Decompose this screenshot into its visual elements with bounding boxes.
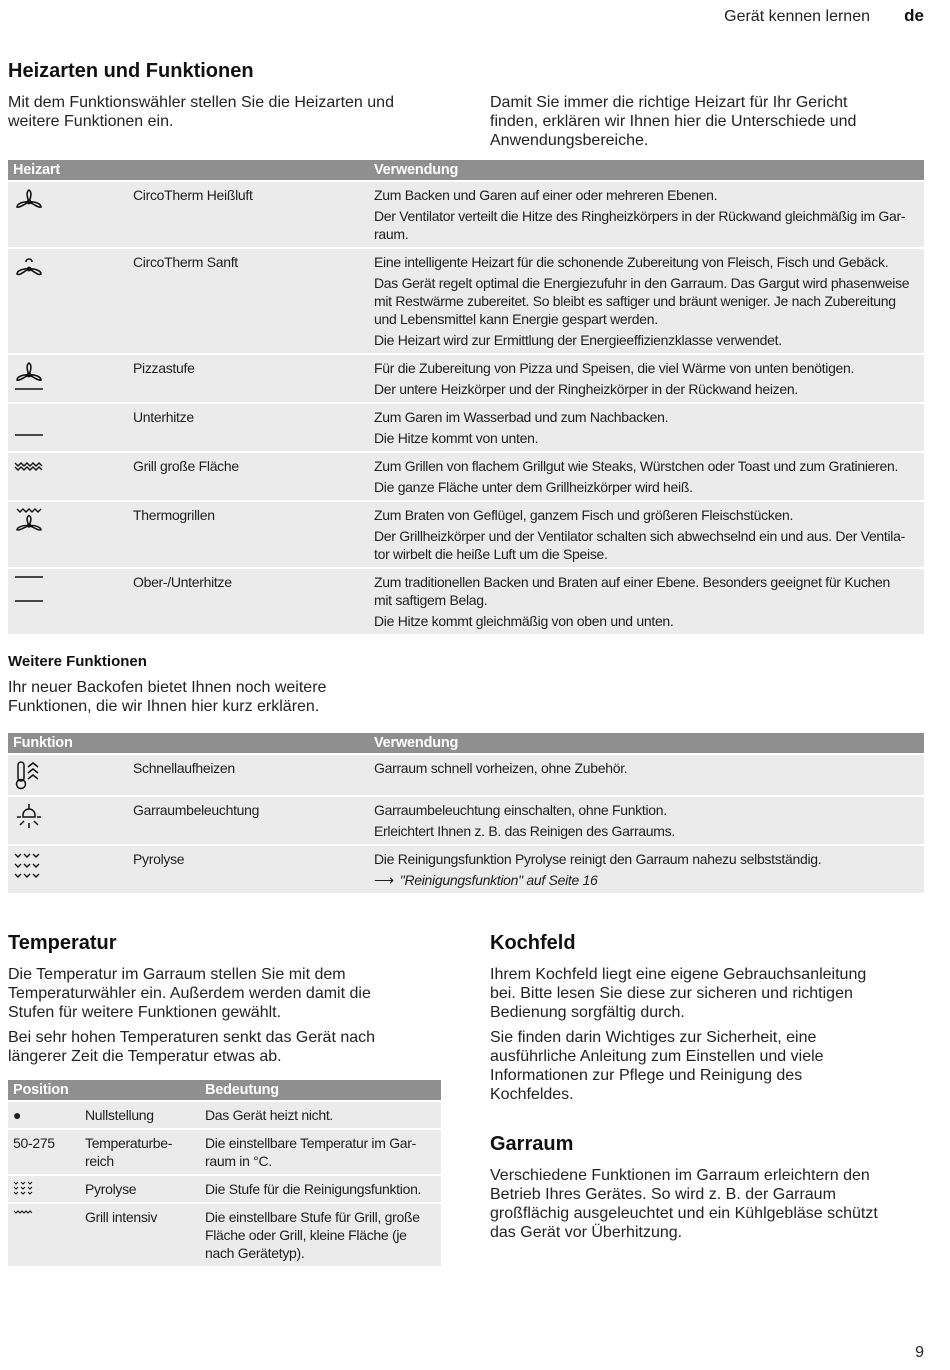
table-row xyxy=(8,248,924,354)
kochfeld-paragraph-1: Ihrem Kochfeld liegt eine eigene Gebrauchsanleitung bei. Bitte lesen Sie diese zur sicheren und richtigen Bedienung sorgfältig durch. xyxy=(490,966,867,1021)
usage-line: Der Ventilator verteilt die Hitze des Ringheizkörpers in der Rückwand gleichmäßig im Gar- raum. xyxy=(374,208,906,242)
table-row xyxy=(8,403,924,452)
position-meaning: Die einstellbare Temperatur im Gar- raum in °C. xyxy=(200,1129,441,1175)
row-usage xyxy=(369,845,924,893)
usage-line: Eine intelligente Heizart für die schonende Zubereitung von Fleisch, Fisch und Gebäck. xyxy=(374,254,889,270)
kochfeld-paragraph-2: Sie finden darin Wichtiges zur Sicherheit, eine ausführliche Anleitung zum Einstellen und viele Informationen zur Pflege und Reinigung des Kochfeldes. xyxy=(490,1029,824,1103)
position-meaning: Das Gerät heizt nicht. xyxy=(200,1101,441,1129)
row-name: CircoTherm Heißluft xyxy=(128,181,369,248)
cross-reference[interactable] xyxy=(374,871,919,889)
arrow-right-icon: ⟶ xyxy=(374,872,394,888)
position-cell xyxy=(8,1129,80,1175)
usage-line: Für die Zubereitung von Pizza und Speisen, die viel Wärme von unten benötigen. xyxy=(374,360,855,376)
subsection-title-weitere: Weitere Funktionen xyxy=(8,653,147,670)
table-row xyxy=(8,181,924,248)
row-usage xyxy=(369,568,924,634)
column-header-bedeutung: Bedeutung xyxy=(200,1080,441,1101)
usage-line: Erleichtert Ihnen z. B. das Reinigen des Garraums. xyxy=(374,823,675,839)
usage-line: Die Reinigungsfunktion Pyrolyse reinigt den Garraum nahezu selbstständig. xyxy=(374,851,822,867)
usage-line: Die Hitze kommt gleichmäßig von oben und unten. xyxy=(374,613,674,629)
table-row xyxy=(8,501,924,568)
usage-line: Die Hitze kommt von unten. xyxy=(374,430,539,446)
table-row xyxy=(8,1175,441,1203)
usage-line: Garraumbeleuchtung einschalten, ohne Funktion. xyxy=(374,802,667,818)
oven-light-icon xyxy=(13,801,123,833)
language-code: de xyxy=(904,6,924,25)
bottom-heat-icon xyxy=(13,408,123,440)
section-title-temperatur: Temperatur xyxy=(8,932,117,954)
row-icon-cell xyxy=(8,845,128,893)
pyrolysis-small-icon xyxy=(13,1180,75,1196)
usage-line: Garraum schnell vorheizen, ohne Zubehör. xyxy=(374,760,628,776)
usage-line: Der Grillheizkörper und der Ventilator schalten sich abwechselnd ein und aus. Der Ventila- tor wirbelt die heiße Luft um die Speise. xyxy=(374,528,905,562)
table-row xyxy=(8,1129,441,1175)
table-row xyxy=(8,452,924,501)
column-header-funktion: Funktion xyxy=(8,733,369,754)
garraum-paragraph: Verschiedene Funktionen im Garraum erleichtern den Betrieb Ihres Gerätes. So wird z. B. der Garraum großflächig ausgeleuchtet und ein Kühlgebläse schützt das Gerät vor Überhitzung. xyxy=(490,1167,878,1241)
temperatur-paragraph-1: Die Temperatur im Garraum stellen Sie mit dem Temperaturwähler ein. Außerdem werden damit die Stufen für weitere Funktionen gewählt. xyxy=(8,966,371,1021)
column-header-heizart: Heizart xyxy=(8,160,369,181)
usage-line: Die Heizart wird zur Ermittlung der Energieeffizienzklasse verwendet. xyxy=(374,332,782,348)
section-title-kochfeld: Kochfeld xyxy=(490,932,576,954)
position-label: Grill intensiv xyxy=(80,1203,200,1266)
column-header-verwendung: Verwendung xyxy=(369,733,924,754)
row-icon-cell xyxy=(8,452,128,501)
row-usage xyxy=(369,501,924,568)
table-row xyxy=(8,845,924,893)
row-usage xyxy=(369,354,924,403)
row-name: Grill große Fläche xyxy=(128,452,369,501)
heizarten-intro-left: Mit dem Funktionswähler stellen Sie die Heizarten und weitere Funktionen ein. xyxy=(8,94,394,130)
row-name: Ober-/Unterhitze xyxy=(128,568,369,634)
row-usage xyxy=(369,403,924,452)
grill-large-icon xyxy=(13,457,123,489)
table-row xyxy=(8,1101,441,1129)
temperatur-paragraph-2: Bei sehr hohen Temperaturen senkt das Gerät nach längerer Zeit die Temperatur etwas ab. xyxy=(8,1029,376,1065)
temperatur-table xyxy=(8,1080,441,1266)
usage-line: Zum Braten von Geflügel, ganzem Fisch und größeren Fleischstücken. xyxy=(374,507,794,523)
fan-ring-heater-icon xyxy=(13,186,123,218)
table-row xyxy=(8,796,924,845)
position-label: Pyrolyse xyxy=(80,1175,200,1203)
fan-gentle-icon xyxy=(13,253,123,285)
table-row xyxy=(8,568,924,634)
row-icon-cell xyxy=(8,354,128,403)
position-label: Temperaturbe- reich xyxy=(80,1129,200,1175)
row-name: CircoTherm Sanft xyxy=(128,248,369,354)
row-icon-cell xyxy=(8,248,128,354)
table-row xyxy=(8,1203,441,1266)
usage-line: Zum Backen und Garen auf einer oder mehreren Ebenen. xyxy=(374,187,718,203)
section-title-garraum: Garraum xyxy=(490,1133,574,1155)
pizza-setting-icon xyxy=(13,359,123,391)
position-label: Nullstellung xyxy=(80,1101,200,1129)
weitere-funktionen-table xyxy=(8,733,924,893)
row-usage xyxy=(369,248,924,354)
top-bottom-heat-icon xyxy=(13,573,123,605)
row-name: Garraumbeleuchtung xyxy=(128,796,369,845)
table-header-row xyxy=(8,160,924,181)
row-icon-cell xyxy=(8,501,128,568)
heizarten-intro-right: Damit Sie immer die richtige Heizart für Ihr Gericht finden, erklären wir Ihnen hier die Unterschiede und Anwendungsbereiche. xyxy=(490,94,857,149)
position-cell xyxy=(8,1175,80,1203)
row-icon-cell xyxy=(8,754,128,796)
usage-line: Das Gerät regelt optimal die Energiezufuhr in den Garraum. Das Gargut wird phasenweise mit Restwärme zubereitet. So bleibt es saftiger und bräunt weniger. Je nach Zubereitung und Lebensmittel kann Energie gespart werden. xyxy=(374,275,910,327)
row-icon-cell xyxy=(8,796,128,845)
heizarten-table xyxy=(8,160,924,634)
table-header-row xyxy=(8,1080,441,1101)
usage-line: Die ganze Fläche unter dem Grillheizkörper wird heiß. xyxy=(374,479,693,495)
cross-reference-link[interactable]: "Reinigungsfunktion" auf Seite 16 xyxy=(399,872,598,888)
position-cell xyxy=(8,1101,80,1129)
pyrolysis-icon xyxy=(13,850,123,882)
row-name: Pyrolyse xyxy=(128,845,369,893)
position-value: ● xyxy=(13,1107,22,1123)
row-name: Schnellaufheizen xyxy=(128,754,369,796)
thermo-grill-icon xyxy=(13,506,123,538)
position-meaning: Die Stufe für die Reinigungsfunktion. xyxy=(200,1175,441,1203)
row-usage xyxy=(369,181,924,248)
row-name: Unterhitze xyxy=(128,403,369,452)
weitere-intro: Ihr neuer Backofen bietet Ihnen noch weitere Funktionen, die wir Ihnen hier kurz erklären. xyxy=(8,679,327,715)
row-usage xyxy=(369,796,924,845)
usage-line: Der untere Heizkörper und der Ringheizkörper in der Rückwand heizen. xyxy=(374,381,798,397)
column-header-position: Position xyxy=(8,1080,200,1101)
page-number: 9 xyxy=(915,1344,924,1361)
row-icon-cell xyxy=(8,181,128,248)
position-value: 50-275 xyxy=(13,1135,55,1151)
grill-intensive-icon xyxy=(13,1208,75,1224)
row-name: Pizzastufe xyxy=(128,354,369,403)
usage-line: Zum traditionellen Backen und Braten auf einer Ebene. Besonders geeignet für Kuchen mit saftigem Belag. xyxy=(374,574,891,608)
section-title-heizarten: Heizarten und Funktionen xyxy=(8,60,254,82)
usage-line: Zum Garen im Wasserbad und zum Nachbacken. xyxy=(374,409,669,425)
running-header-title: Gerät kennen lernen xyxy=(724,8,870,25)
table-row xyxy=(8,754,924,796)
row-name: Thermogrillen xyxy=(128,501,369,568)
rapid-heat-icon xyxy=(13,759,123,791)
row-icon-cell xyxy=(8,403,128,452)
table-row xyxy=(8,354,924,403)
usage-line: Zum Grillen von flachem Grillgut wie Steaks, Würstchen oder Toast und zum Gratinieren. xyxy=(374,458,899,474)
column-header-verwendung: Verwendung xyxy=(369,160,924,181)
row-icon-cell xyxy=(8,568,128,634)
row-usage xyxy=(369,754,924,796)
row-usage xyxy=(369,452,924,501)
position-meaning: Die einstellbare Stufe für Grill, große Fläche oder Grill, kleine Fläche (je nach Gerätetyp). xyxy=(200,1203,441,1266)
position-cell xyxy=(8,1203,80,1266)
table-header-row xyxy=(8,733,924,754)
